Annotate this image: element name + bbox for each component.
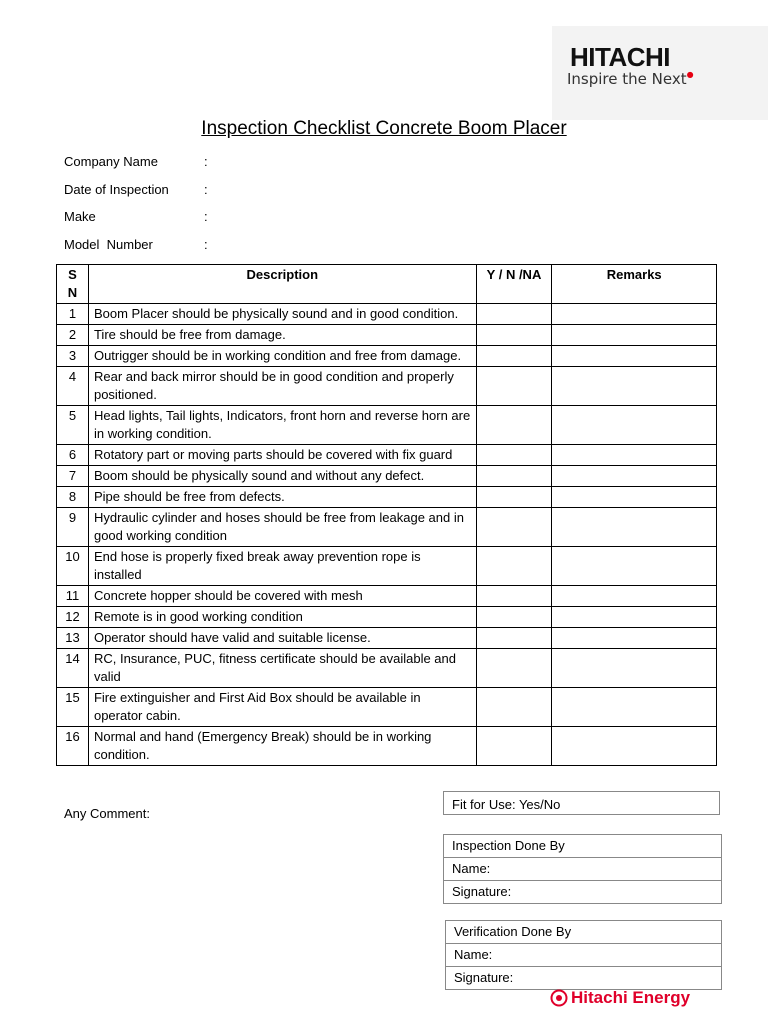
meta-row-company: Company Name :: [64, 154, 208, 169]
row-remarks-cell[interactable]: [552, 727, 717, 766]
row-description: Fire extinguisher and First Aid Box should be available in operator cabin.: [88, 688, 476, 727]
row-description: Head lights, Tail lights, Indicators, front horn and reverse horn are in working condition.: [88, 406, 476, 445]
row-sn: 4: [57, 367, 89, 406]
row-description: Concrete hopper should be covered with mesh: [88, 586, 476, 607]
row-description: Pipe should be free from defects.: [88, 487, 476, 508]
hitachi-energy-logo: Hitachi Energy: [550, 988, 690, 1008]
row-remarks-cell[interactable]: [552, 304, 717, 325]
hitachi-tagline: Inspire the Next●: [567, 70, 694, 88]
meta-fields: [64, 154, 208, 264]
table-row: [57, 586, 717, 607]
hitachi-energy-icon: [550, 989, 568, 1007]
row-remarks-cell[interactable]: [552, 367, 717, 406]
row-description: Tire should be free from damage.: [88, 325, 476, 346]
verification-box: [445, 920, 722, 990]
page-title: Inspection Checklist Concrete Boom Placer: [201, 118, 567, 139]
table-row: [57, 649, 717, 688]
row-description: Operator should have valid and suitable license.: [88, 628, 476, 649]
inspection-box: [443, 834, 722, 904]
table-row: [57, 487, 717, 508]
header-remarks: Remarks: [552, 265, 717, 304]
row-yn-cell[interactable]: [476, 487, 552, 508]
row-sn: 1: [57, 304, 89, 325]
row-remarks-cell[interactable]: [552, 325, 717, 346]
row-sn: 15: [57, 688, 89, 727]
row-description: Remote is in good working condition: [88, 607, 476, 628]
row-description: RC, Insurance, PUC, fitness certificate should be available and valid: [88, 649, 476, 688]
inspection-name-field[interactable]: Name:: [444, 858, 721, 881]
table-row: [57, 547, 717, 586]
row-sn: 10: [57, 547, 89, 586]
row-yn-cell[interactable]: [476, 628, 552, 649]
row-sn: 6: [57, 445, 89, 466]
meta-row-make: Make :: [64, 209, 208, 224]
row-description: Boom Placer should be physically sound and in good condition.: [88, 304, 476, 325]
row-sn: 5: [57, 406, 89, 445]
row-remarks-cell[interactable]: [552, 649, 717, 688]
inspection-title: Inspection Done By: [444, 835, 721, 858]
row-sn: 3: [57, 346, 89, 367]
row-sn: 8: [57, 487, 89, 508]
row-yn-cell[interactable]: [476, 586, 552, 607]
table-row: [57, 688, 717, 727]
row-sn: 9: [57, 508, 89, 547]
table-row: [57, 346, 717, 367]
row-yn-cell[interactable]: [476, 304, 552, 325]
row-remarks-cell[interactable]: [552, 346, 717, 367]
any-comment-label: Any Comment:: [64, 806, 150, 821]
table-row: [57, 466, 717, 487]
row-sn: 2: [57, 325, 89, 346]
row-remarks-cell[interactable]: [552, 508, 717, 547]
header-sn: S N: [57, 265, 89, 304]
header-yn: Y / N /NA: [476, 265, 552, 304]
table-row: [57, 304, 717, 325]
checklist-table: [56, 264, 717, 766]
row-remarks-cell[interactable]: [552, 547, 717, 586]
row-sn: 16: [57, 727, 89, 766]
row-description: Hydraulic cylinder and hoses should be free from leakage and in good working condition: [88, 508, 476, 547]
meta-row-date: Date of Inspection :: [64, 181, 208, 197]
row-remarks-cell[interactable]: [552, 406, 717, 445]
header-description: Description: [88, 265, 476, 304]
row-yn-cell[interactable]: [476, 727, 552, 766]
row-description: Rotatory part or moving parts should be covered with fix guard: [88, 445, 476, 466]
row-yn-cell[interactable]: [476, 649, 552, 688]
table-row: [57, 406, 717, 445]
table-row: [57, 508, 717, 547]
row-yn-cell[interactable]: [476, 445, 552, 466]
row-description: Rear and back mirror should be in good condition and properly positioned.: [88, 367, 476, 406]
row-yn-cell[interactable]: [476, 406, 552, 445]
verification-title: Verification Done By: [446, 921, 721, 944]
row-description: Boom should be physically sound and without any defect.: [88, 466, 476, 487]
row-remarks-cell[interactable]: [552, 688, 717, 727]
meta-row-model: Model Number :: [64, 236, 208, 252]
table-header-row: [57, 265, 717, 304]
verification-name-field[interactable]: Name:: [446, 944, 721, 967]
row-description: Outrigger should be in working condition and free from damage.: [88, 346, 476, 367]
row-sn: 13: [57, 628, 89, 649]
table-row: [57, 445, 717, 466]
inspection-signature-field[interactable]: Signature:: [452, 884, 512, 899]
verification-signature-field[interactable]: Signature:: [454, 970, 514, 985]
row-yn-cell[interactable]: [476, 325, 552, 346]
row-remarks-cell[interactable]: [552, 586, 717, 607]
table-row: [57, 325, 717, 346]
table-row: [57, 607, 717, 628]
hitachi-logo: HITACHI: [570, 42, 671, 72]
row-sn: 7: [57, 466, 89, 487]
row-remarks-cell[interactable]: [552, 445, 717, 466]
row-description: End hose is properly fixed break away prevention rope is installed: [88, 547, 476, 586]
fit-for-use-box: Fit for Use: Yes/No: [443, 791, 720, 815]
row-yn-cell[interactable]: [476, 367, 552, 406]
row-yn-cell[interactable]: [476, 346, 552, 367]
row-yn-cell[interactable]: [476, 508, 552, 547]
row-description: Normal and hand (Emergency Break) should be in working condition.: [88, 727, 476, 766]
row-yn-cell[interactable]: [476, 607, 552, 628]
row-remarks-cell[interactable]: [552, 628, 717, 649]
row-remarks-cell[interactable]: [552, 487, 717, 508]
table-row: [57, 367, 717, 406]
row-remarks-cell[interactable]: [552, 466, 717, 487]
table-row: [57, 628, 717, 649]
row-sn: 12: [57, 607, 89, 628]
table-row: [57, 727, 717, 766]
row-sn: 14: [57, 649, 89, 688]
row-yn-cell[interactable]: [476, 688, 552, 727]
row-yn-cell[interactable]: [476, 466, 552, 487]
row-remarks-cell[interactable]: [552, 607, 717, 628]
row-sn: 11: [57, 586, 89, 607]
row-yn-cell[interactable]: [476, 547, 552, 586]
